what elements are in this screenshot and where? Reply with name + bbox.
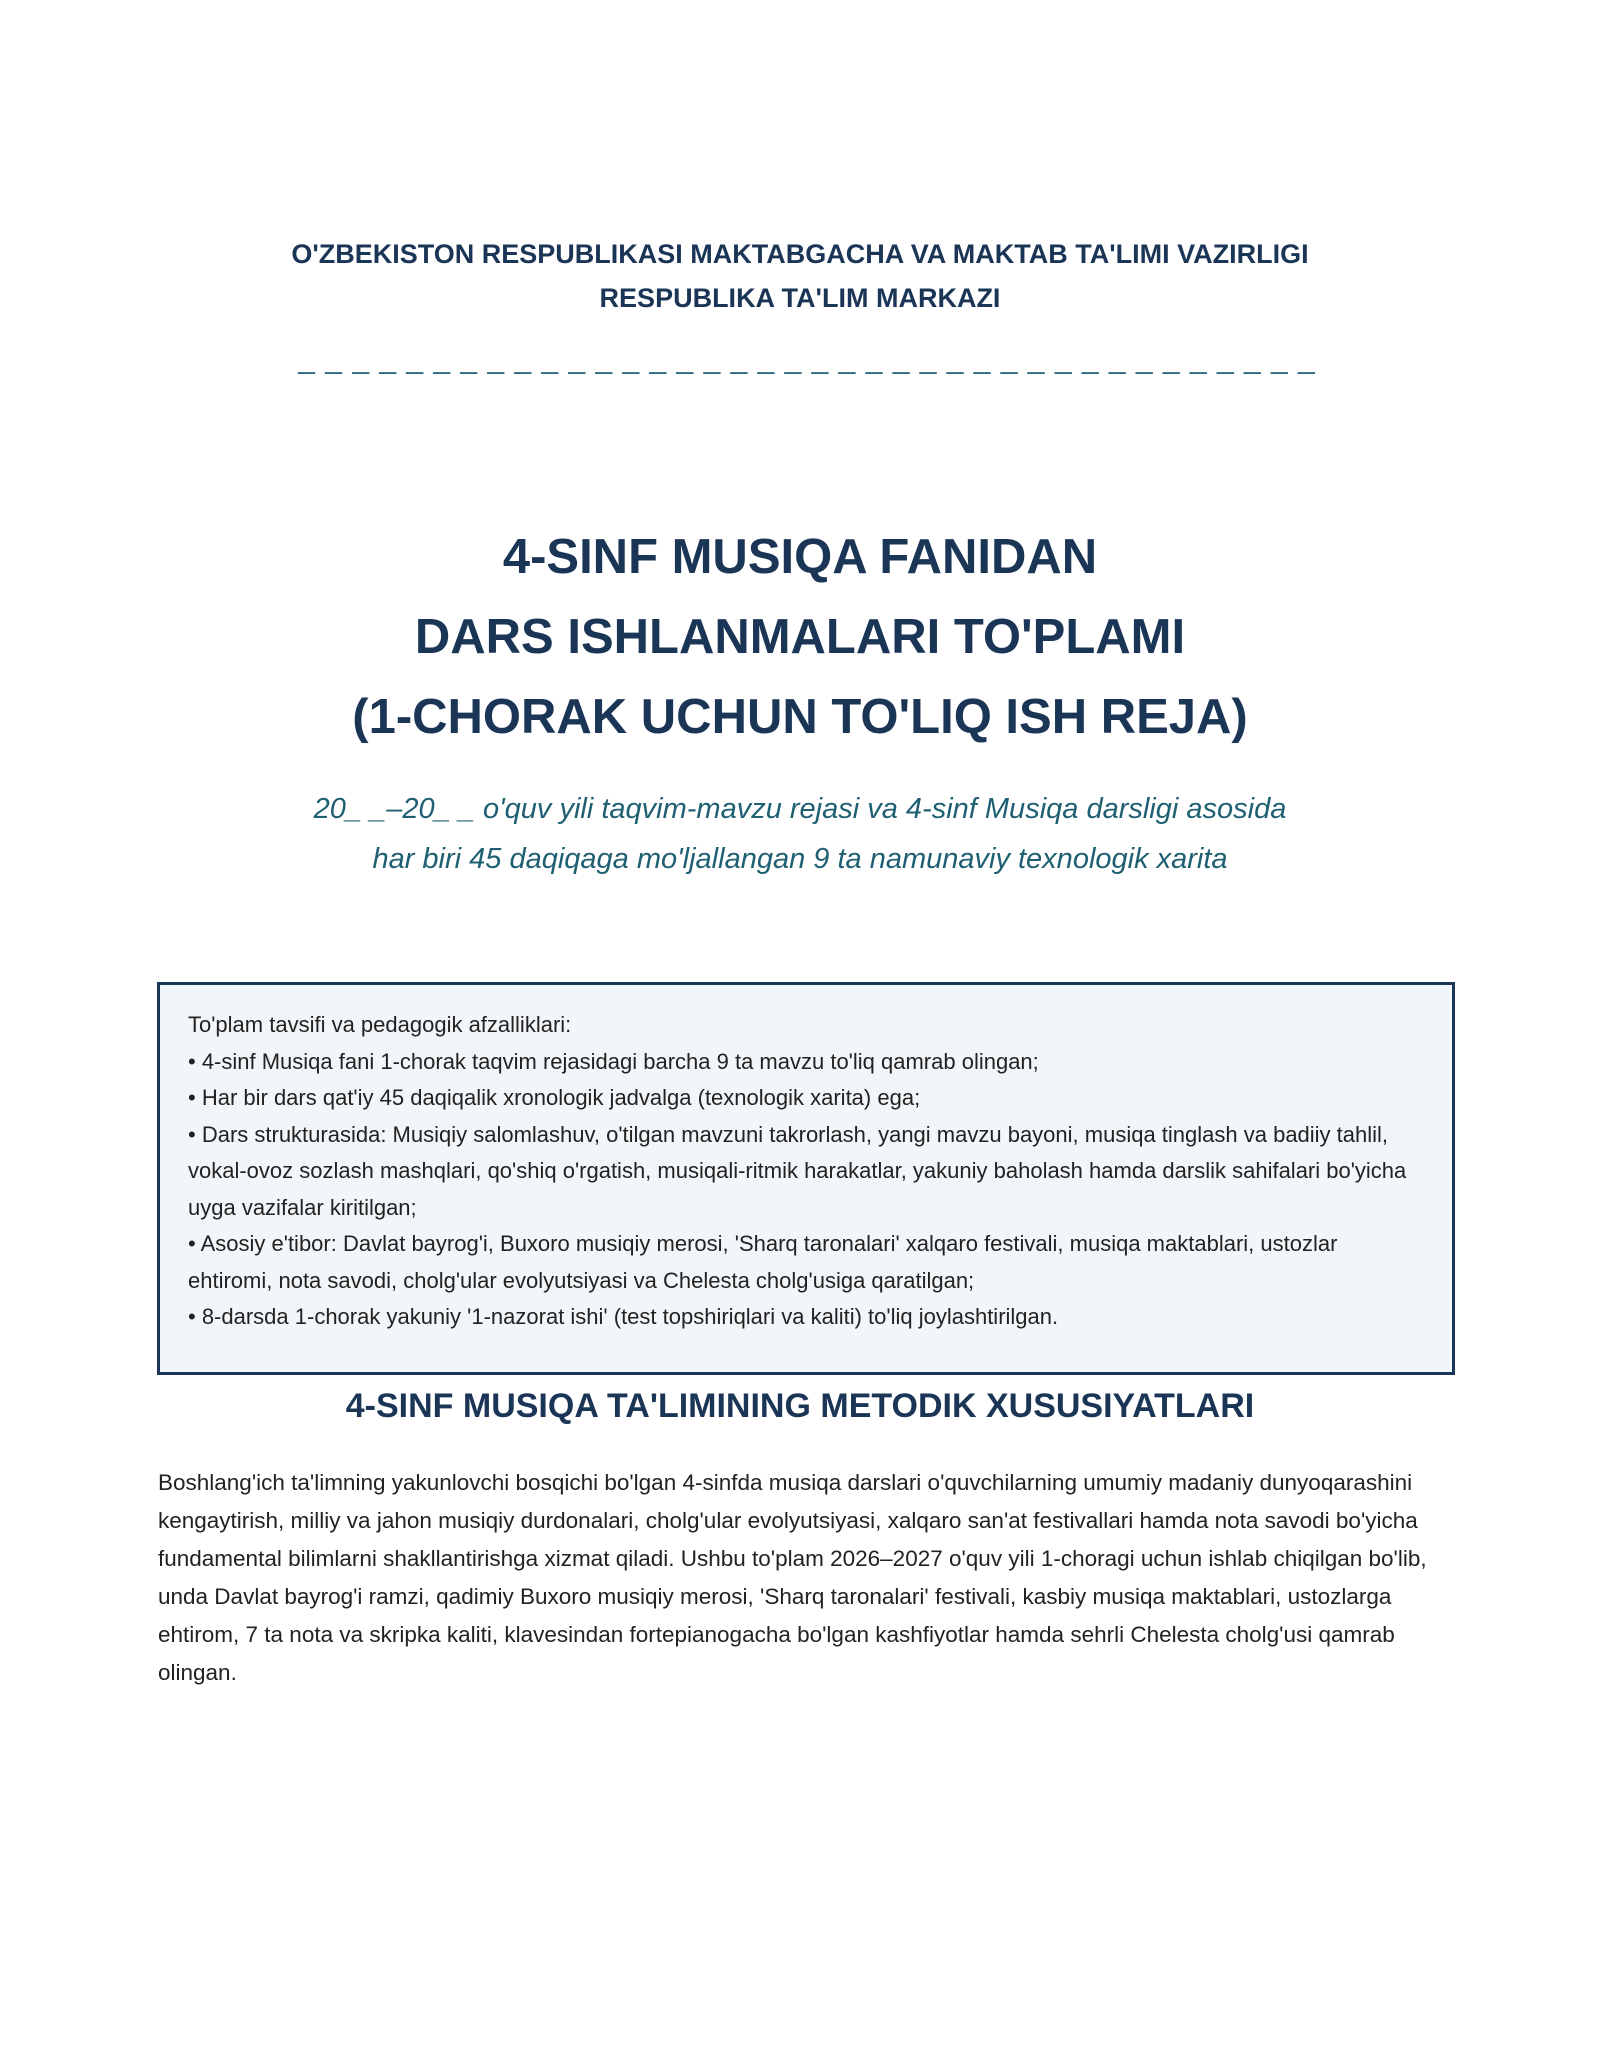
section-heading: 4-SINF MUSIQA TA'LIMINING METODIK XUSUSIYATLARI <box>345 1387 1255 1425</box>
description-heading: To'plam tavsifi va pedagogik afzalliklari: <box>188 1012 572 1037</box>
description-box <box>157 982 1455 1375</box>
description-item: • Asosiy e'tibor: Davlat bayrog'i, Buxoro musiqiy merosi, 'Sharq taronalari' xalqaro festivali, musiqa maktablari, ustozlar ehtiromi, nota savodi, cholg'ular evolyutsiyasi va Chelesta cholg'usiga qaratilgan; <box>188 1231 1338 1293</box>
document-subtitle <box>160 784 1440 884</box>
ministry-header <box>160 232 1440 320</box>
description-item: • 4-sinf Musiqa fani 1-chorak taqvim rejasidagi barcha 9 ta mavzu to'liq qamrab olingan; <box>188 1048 1039 1074</box>
center-name: RESPUBLIKA TA'LIM MARKAZI <box>599 283 1001 313</box>
subtitle-line-2: har biri 45 daqiqaga mo'ljallangan 9 ta namunaviy texnologik xarita <box>372 843 1228 875</box>
subtitle-line-1: 20_ _–20_ _ o'quv yili taqvim-mavzu rejasi va 4-sinf Musiqa darsligi asosida <box>313 793 1287 825</box>
title-line-1: 4-SINF MUSIQA FANIDAN <box>502 530 1098 584</box>
section-paragraph: Boshlang'ich ta'limning yakunlovchi bosqichi bo'lgan 4-sinfda musiqa darslari o'quvchilarning umumiy madaniy dunyoqarashini kengaytirish, milliy va jahon musiqiy durdonalari, cholg'ular evolyutsiyasi, xalqaro san'at festivallari hamda nota savodi bo'yicha fundamental bilimlarni shakllantirishga xizmat qiladi. Ushbu to'plam 2026–2027 o'quv yili 1-choragi uchun ishlab chiqilgan bo'lib, unda Davlat bayrog'i ramzi, qadimiy Buxoro musiqiy merosi, 'Sharq taronalari' festivali, kasbiy musiqa maktablari, ustozlarga ehtirom, 7 ta nota va skripka kaliti, klavesindan fortepianogacha bo'lgan kashfiyotlar hamda sehrli Chelesta cholg'usi qamrab olingan. <box>158 1470 1427 1685</box>
title-line-3: (1-CHORAK UCHUN TO'LIQ ISH REJA) <box>352 690 1248 744</box>
description-item: • Har bir dars qat'iy 45 daqiqalik xronologik jadvalga (texnologik xarita) ega; <box>188 1085 921 1110</box>
ministry-name: O'ZBEKISTON RESPUBLIKASI MAKTABGACHA VA MAKTAB TA'LIMI VAZIRLIGI <box>291 239 1309 269</box>
description-item: • 8-darsda 1-chorak yakuniy '1-nazorat ishi' (test topshiriqlari va kaliti) to'liq joylashtirilgan. <box>188 1304 1059 1329</box>
document-title <box>160 517 1440 757</box>
title-line-2: DARS ISHLANMALARI TO'PLAMI <box>414 610 1186 664</box>
dashed-separator: _ _ _ _ _ _ _ _ _ _ _ _ _ _ _ _ _ _ _ _ _ _ _ _ _ _ _ _ _ _ _ _ _ _ _ _ _ _ <box>298 342 1316 375</box>
description-item: • Dars strukturasida: Musiqiy salomlashuv, o'tilgan mavzuni takrorlash, yangi mavzu bayoni, musiqa tinglash va badiiy tahlil, vokal-ovoz sozlash mashqlari, qo'shiq o'rgatish, musiqali-ritmik harakatlar, yakuniy baholash hamda darslik sahifalari bo'yicha uyga vazifalar kiritilgan; <box>188 1121 1407 1220</box>
